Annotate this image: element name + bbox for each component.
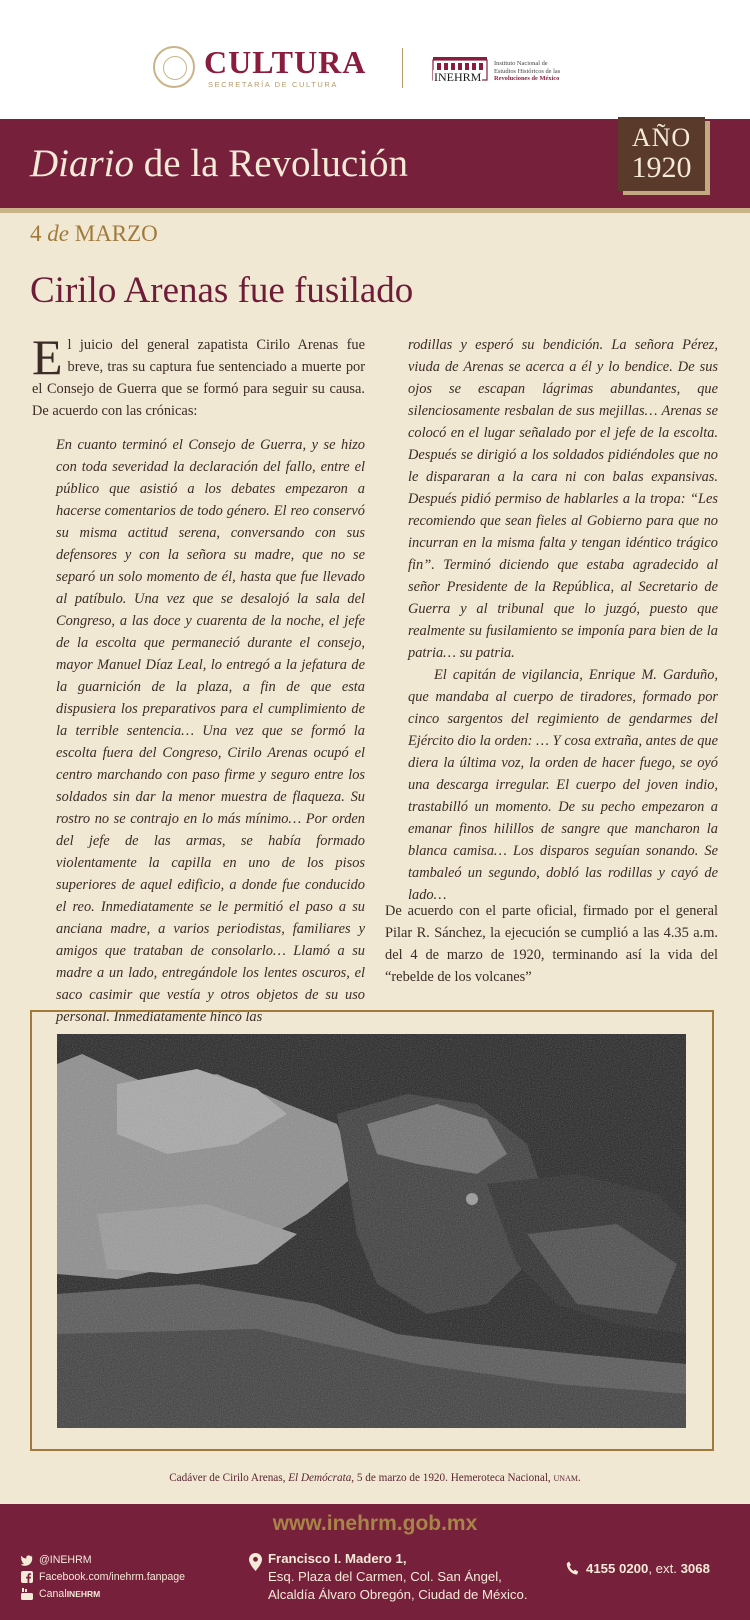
cultura-logo: CULTURA xyxy=(204,44,367,80)
photo-illustration xyxy=(57,1034,686,1428)
address-line-2: Esq. Plaza del Carmen, Col. San Ángel, xyxy=(268,1569,502,1584)
address-line-3: Alcaldía Álvaro Obregón, Ciudad de México. xyxy=(268,1587,528,1602)
entry-date xyxy=(30,221,158,247)
article-column-left xyxy=(32,329,365,1028)
facebook-link[interactable] xyxy=(21,1568,185,1585)
phone-main: 4155 0200 xyxy=(586,1561,649,1576)
drop-cap: E xyxy=(32,329,63,385)
article-closing xyxy=(385,900,718,988)
year-label: AÑO xyxy=(631,123,692,152)
caption-part-1: Cadáver de Cirilo Arenas, xyxy=(169,1472,289,1484)
caption-end: . xyxy=(577,1472,581,1484)
inehrm-desc-line-1: Instituto Nacional de xyxy=(494,60,548,67)
youtube-prefix: Canal xyxy=(39,1587,67,1600)
year-box xyxy=(618,117,705,191)
article-quote-part-1: En cuanto terminó el Consejo de Guerra, y se hizo con toda severidad la declaración del fallo, entre el público que asistió a los debates empezaron a hacerse comentarios de todo género. El reo conservó su misma actitud serena, conversando con sus defensores y con la señora su madre, que no se separó un solo momento de él, hasta que fue llevado al patíbulo. Una vez que se desalojó la sala del Congreso, a las doce y cuarenta de la noche, el jefe de la escolta que permaneció durante el consejo, mayor Manuel Díaz Leal, lo entregó a la jefatura de la guarnición de la plaza, a fin de que esta dispusiera los preparativos para el cumplimiento de la terrible sentencia… Una vez que se formó la escolta fuera del Congreso, Cirilo Arenas ocupó el centro marchando con paso firme y seguro entre los soldados sin dar la menor muestra de flaqueza. Su rostro no se contrajo en lo más mínimo… Por orden del jefe de las armas, se había formado violentamente la capilla en uno de los pisos superiores de aquel edificio, a donde fue conducido el reo. Inmediatamente se le permitió el paso a su anciana madre, a varios periodistas, familiares y amigos que trataban de consolarlo… Llamó a su madre a un lado, entregándole los lentes oscuros, el saco casimir que vestía y otros objetos de su uso personal. Inmediatamente hincó las xyxy=(56,437,365,1025)
title-bar-underline xyxy=(0,208,750,213)
twitter-link[interactable] xyxy=(21,1551,185,1568)
photo-caption xyxy=(0,1472,750,1484)
caption-source: El Demócrata xyxy=(288,1472,352,1484)
address-street xyxy=(268,1550,528,1568)
caption-unam: unam xyxy=(553,1472,578,1484)
article-intro-text: l juicio del general zapatista Cirilo Arenas fue breve, tras su captura fue sentenciado a muerte por el Consejo de Guerra que se formó para seguir su causa. De acuerdo con las crónicas: xyxy=(32,337,365,419)
publication-title xyxy=(30,141,408,186)
inehrm-description xyxy=(494,60,560,83)
social-links xyxy=(21,1551,185,1602)
phone-ext-label: , ext. xyxy=(648,1561,681,1576)
publication-title-italic: Diario xyxy=(30,142,135,185)
website-link[interactable]: www.inehrm.gob.mx xyxy=(272,1512,478,1535)
youtube-channel: INEHRM xyxy=(66,1588,101,1599)
date-de: de xyxy=(47,221,69,246)
logo-divider xyxy=(402,48,403,88)
inehrm-desc-line-2: Estudios Históricos de las xyxy=(494,67,561,75)
article-intro xyxy=(32,329,365,422)
phone-extension: 3068 xyxy=(680,1561,710,1576)
header-logos xyxy=(0,0,750,119)
headline: Cirilo Arenas fue fusilado xyxy=(30,270,414,311)
historic-photo xyxy=(57,1034,686,1428)
date-day: 4 xyxy=(30,221,42,246)
address-street-text: Francisco I. Madero 1, xyxy=(268,1551,407,1566)
address xyxy=(268,1550,528,1604)
phone-icon xyxy=(566,1561,579,1576)
publication-title-rest: de la Revolución xyxy=(134,142,409,185)
youtube-icon xyxy=(21,1588,33,1600)
inehrm-desc-emphasis: Revoluciones de México xyxy=(494,75,560,82)
youtube-link[interactable] xyxy=(21,1585,185,1602)
facebook-url: Facebook.com/inehrm.fanpage xyxy=(39,1570,186,1583)
cultura-subtitle: SECRETARÍA DE CULTURA xyxy=(208,80,339,89)
phone-number xyxy=(586,1561,710,1576)
article-quote-part-3: El capitán de vigilancia, Enrique M. Garduño, que mandaba al cuerpo de tiradores, formado por cinco sargentos del regimiento de gendarmes del Ejército dio la orden: … Y cosa extraña, antes de que diera la última voz, la orden de hacer fuego, se oyó una descarga irregular. El cuerpo del joven indio, trastabilló un momento. De su pecho empezaron a emanar finos hilillos de sangre que mancharon la blanca camisa… Los disparos seguían sonando. Se tambaleó un segundo, dobló las rodillas y cayó de lado… xyxy=(408,667,718,903)
article-quote-part-2: rodillas y esperó su bendición. La señora Pérez, viuda de Arenas se acerca a él y lo bendice. De sus ojos se escapan lágrimas abundantes, que silenciosamente resbalan de sus mejillas… Arenas se colocó en el lugar señalado por el jefe de la escolta. Después se dirigió a los soldados pidiéndoles que no le dispararan a la cara ni con balas expansivas. Después pidió permiso de hablarles a la tropa: “Les recomiendo que sean fieles al Gobierno para que no incurran en la misma falta y tengan idéntico trágico fin”. Terminó diciendo que estaba agradecido al señor Presidente de la República, al Secretario de Guerra y al tribunal que lo juzgó, puesto que realmente su fusilamiento se imponía para bien de la patria… su patria. xyxy=(408,337,718,661)
facebook-icon xyxy=(21,1571,33,1583)
inehrm-desc-line-3 xyxy=(494,75,560,83)
location-pin-icon xyxy=(249,1553,262,1571)
year-number: 1920 xyxy=(631,151,692,184)
date-month: MARZO xyxy=(74,221,158,246)
article-column-right xyxy=(408,334,718,906)
caption-part-2: , 5 de marzo de 1920. Hemeroteca Nacional, xyxy=(351,1472,554,1484)
twitter-icon xyxy=(21,1554,33,1566)
inehrm-logo: INEHRM xyxy=(434,70,482,84)
twitter-handle: @INEHRM xyxy=(39,1553,92,1566)
article-closing-text: De acuerdo con el parte oficial, firmado por el general Pilar R. Sánchez, la ejecución se cumplió a las 4.35 a.m. del 4 de marzo de 1920, terminando así la vida del “rebelde de los volcanes” xyxy=(385,903,718,985)
mexico-seal-icon xyxy=(153,46,195,88)
